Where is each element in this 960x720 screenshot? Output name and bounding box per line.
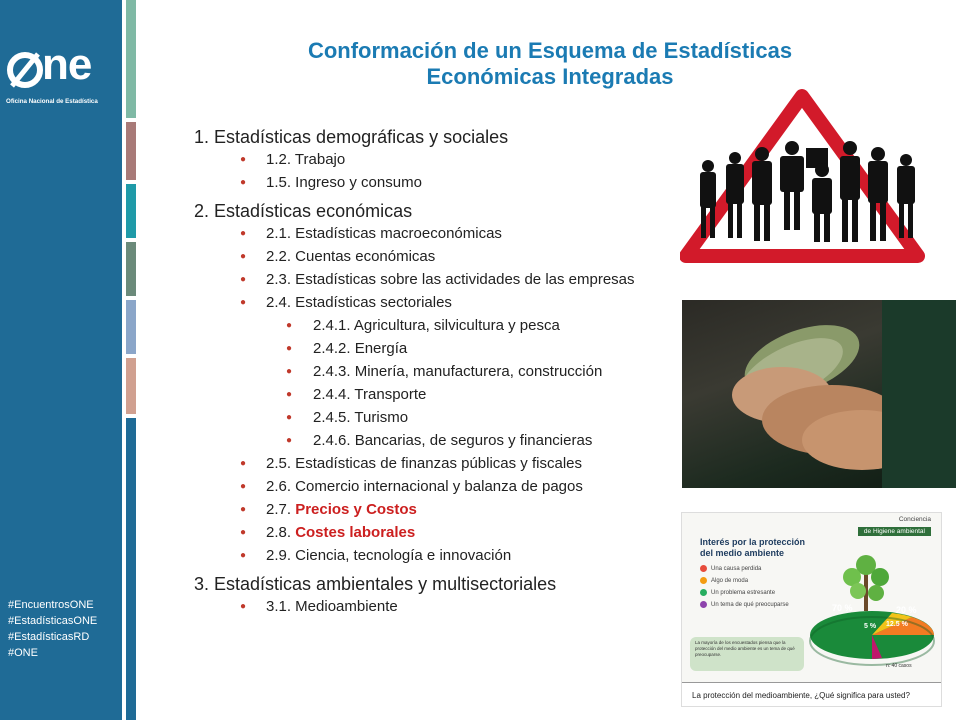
bullet-icon: ● (286, 389, 293, 400)
list-item: ● 2.1. Estadísticas macroeconómicas (194, 222, 774, 245)
info-heading: Interés por la protección del medio ambiente (700, 537, 806, 558)
legend-item: Un tema de qué preocuparse (700, 601, 789, 608)
list-item: ● 2.9. Ciencia, tecnología e innovación (194, 544, 774, 567)
hashtag: #ONE (8, 647, 38, 659)
accent-strip (126, 242, 136, 296)
accent-strip (126, 418, 136, 720)
bullet-icon: ● (240, 228, 247, 239)
legend-item: Una causa perdida (700, 565, 761, 572)
highlight-text: Costes laborales (295, 524, 416, 541)
pie-label: 70 % (832, 603, 853, 613)
sidebar (0, 0, 122, 720)
title-line: Económicas Integradas (426, 64, 674, 89)
bullet-icon: ● (286, 343, 293, 354)
list-item: ● 2.8. Costes laborales (194, 521, 774, 544)
hashtags (8, 597, 97, 661)
bullet-icon: ● (286, 366, 293, 377)
bullet-icon: ● (240, 481, 247, 492)
money-hands-icon (682, 300, 956, 488)
list-item: ● 3.1. Medioambiente (194, 595, 774, 618)
bullet-icon: ● (240, 177, 247, 188)
sample-size: n: 40 casos (886, 663, 912, 669)
pie-label: 5 % (864, 623, 877, 630)
list-item: ● 2.2. Cuentas económicas (194, 245, 774, 268)
section-heading: 3. Estadísticas ambientales y multisectoriales (194, 574, 557, 594)
highlight-text: Precios y Costos (295, 501, 417, 518)
accent-strip (126, 0, 136, 118)
legend-item: Un problema estresante (700, 589, 775, 596)
list-item: ● 2.5. Estadísticas de finanzas públicas y fiscales (194, 452, 774, 475)
bullet-icon: ● (240, 458, 247, 469)
legend-item: Algo de moda (700, 577, 748, 584)
section-heading: 1. Estadísticas demográficas y sociales (194, 127, 509, 147)
info-tag: Conciencia (898, 516, 931, 523)
hashtag: #EstadísticasONE (8, 615, 98, 627)
sub-list-item: ● 2.4.5. Turismo (194, 406, 774, 429)
list-item: ● 2.3. Estadísticas sobre las actividades de las empresas (194, 268, 774, 291)
hashtag: #EstadísticasRD (8, 631, 90, 643)
bullet-icon: ● (240, 154, 247, 165)
sub-list-item: ● 2.4.2. Energía (194, 337, 774, 360)
money-hands-photo (682, 300, 956, 488)
bullet-icon: ● (240, 297, 247, 308)
bullet-icon: ● (240, 601, 247, 612)
bullet-icon: ● (286, 435, 293, 446)
info-footer: La protección del medioambiente, ¿Qué significa para usted? (682, 682, 941, 706)
bullet-icon: ● (240, 504, 247, 515)
warning-sign-image (680, 88, 925, 266)
section-heading: 2. Estadísticas económicas (194, 201, 413, 221)
accent-strip (126, 184, 136, 238)
list-item: ● 2.6. Comercio internacional y balanza de pagos (194, 475, 774, 498)
list-item: ● 2.4. Estadísticas sectoriales (194, 291, 774, 314)
bullet-icon: ● (286, 320, 293, 331)
slide-title (150, 38, 950, 90)
list-item: ● 1.2. Trabajo (194, 148, 774, 171)
accent-strip (126, 122, 136, 180)
logo-text: ne (42, 40, 92, 89)
list-item: ● 2.7. Precios y Costos (194, 498, 774, 521)
logo-subtitle: Oficina Nacional de Estadística (6, 98, 98, 105)
bullet-icon: ● (240, 550, 247, 561)
environment-infographic (681, 512, 942, 707)
sub-list-item: ● 2.4.6. Bancarias, de seguros y financieras (194, 429, 774, 452)
bullet-icon: ● (240, 274, 247, 285)
pie-chart-icon (802, 551, 940, 681)
info-tag-banner: de Higiene ambiental (858, 527, 931, 536)
bullet-icon: ● (240, 527, 247, 538)
sub-list-item: ● 2.4.1. Agricultura, silvicultura y pesca (194, 314, 774, 337)
pie-label: 20 % (896, 605, 917, 615)
bullet-icon: ● (286, 412, 293, 423)
sub-list-item: ● 2.4.3. Minería, manufacturera, construcción (194, 360, 774, 383)
accent-strip (126, 300, 136, 354)
sub-list-item: ● 2.4.4. Transporte (194, 383, 774, 406)
list-item: ● 1.5. Ingreso y consumo (194, 171, 774, 194)
title-line: Conformación de un Esquema de Estadísticas (307, 38, 793, 63)
pie-label: 12.5 % (886, 621, 908, 628)
hashtag: #EncuentrosONE (8, 599, 94, 611)
info-callout: La mayoría de los encuestados piensa que la protección del medio ambiente es un tema de qué preocuparse. (690, 637, 804, 671)
bullet-icon: ● (240, 251, 247, 262)
accent-strip (126, 358, 136, 414)
logo-mark-icon (6, 50, 44, 90)
